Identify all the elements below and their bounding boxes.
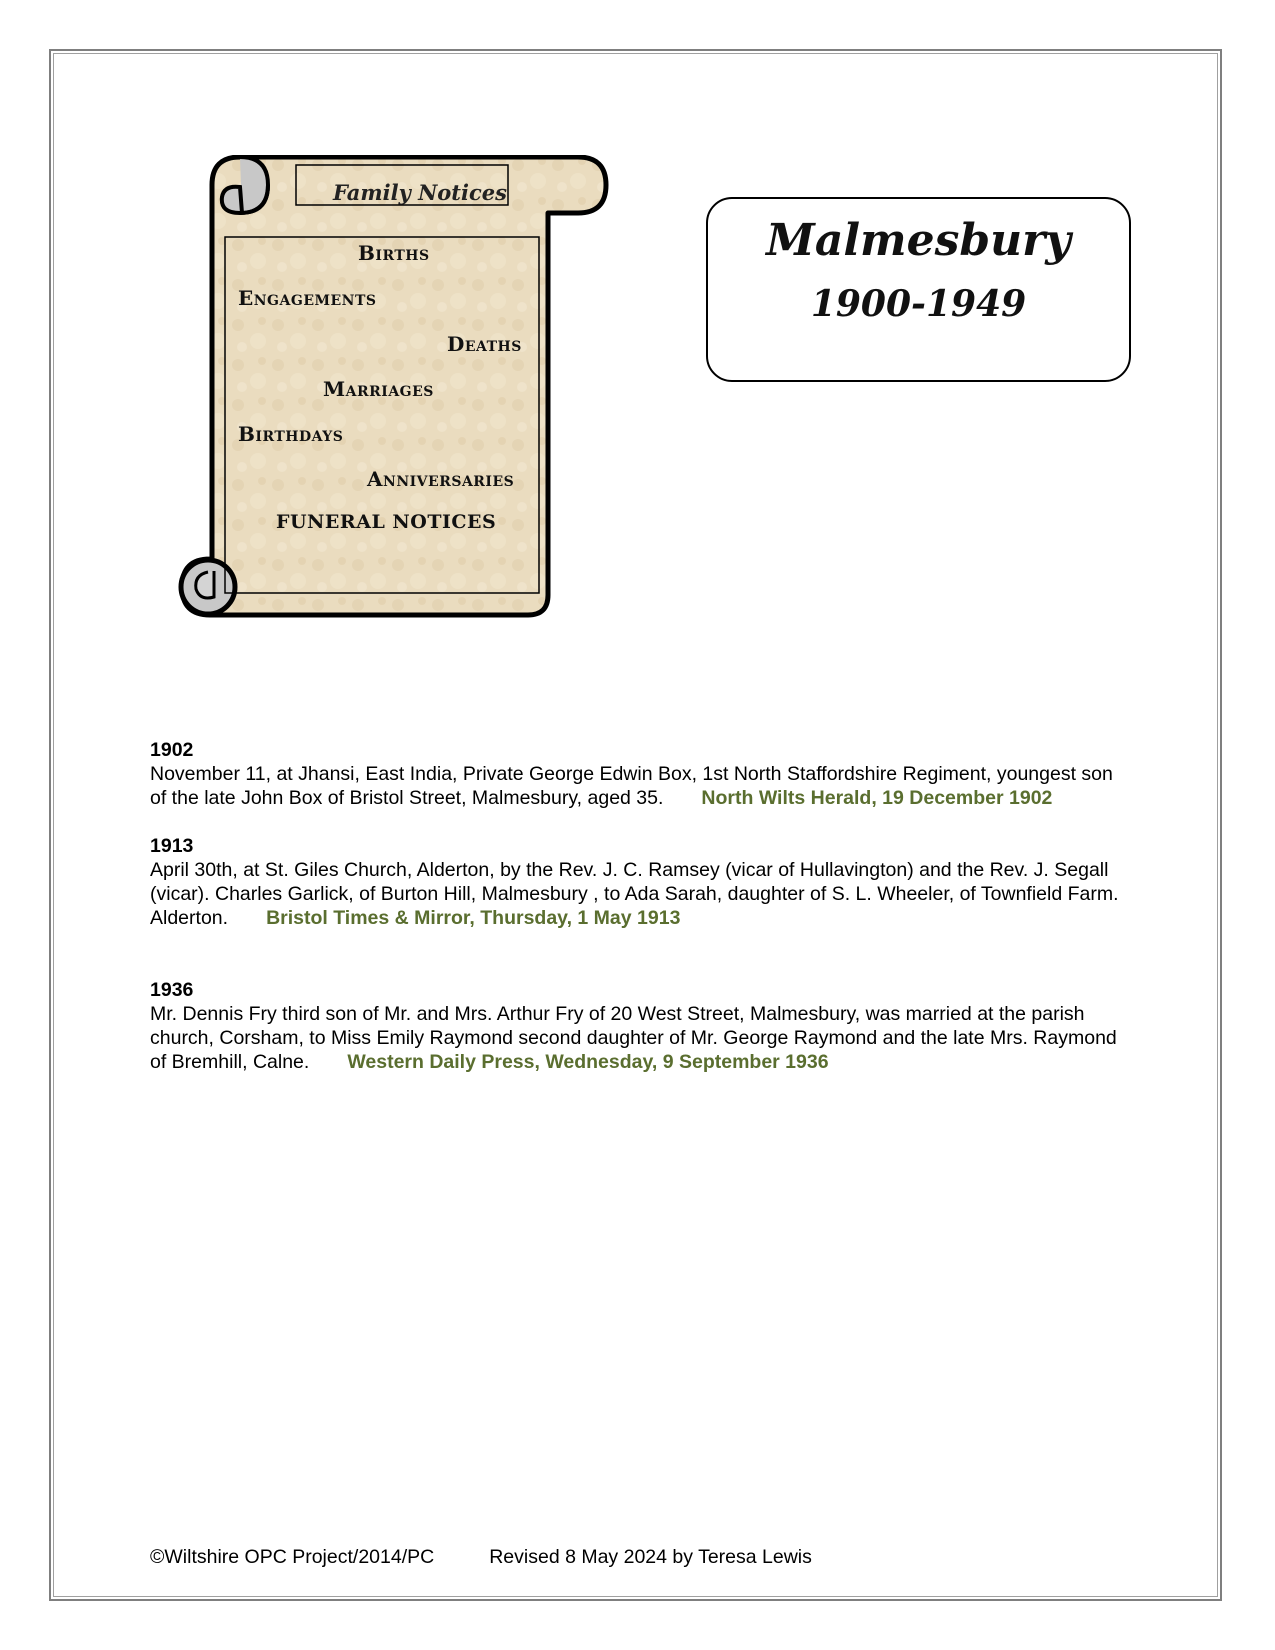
- scroll-item-engagements: Engagements: [238, 286, 377, 310]
- scroll-item-anniversaries: Anniversaries: [367, 467, 515, 491]
- entry-source: Bristol Times & Mirror, Thursday, 1 May 1913: [266, 907, 681, 929]
- entry-source: Western Daily Press, Wednesday, 9 September 1936: [347, 1051, 829, 1073]
- scroll-item-funeral-notices: FUNERAL NOTICES: [276, 511, 497, 533]
- notice-entry: [150, 738, 1130, 810]
- notice-entries: [150, 738, 1130, 1074]
- title-place: Malmesbury: [766, 215, 1071, 266]
- family-notices-scroll: [150, 155, 640, 655]
- scroll-graphic: [150, 155, 640, 655]
- scroll-item-births: Births: [358, 241, 430, 265]
- entry-year: 1902: [150, 739, 194, 761]
- entry-text: November 11, at Jhansi, East India, Private George Edwin Box, 1st North Staffordshire Regiment, youngest son of the late John Box of Bristol Street, Malmesbury, aged 35.: [150, 763, 1113, 809]
- scroll-item-birthdays: Birthdays: [238, 422, 344, 446]
- title-box: [706, 197, 1131, 382]
- page-footer: [150, 1546, 812, 1569]
- entry-source: North Wilts Herald, 19 December 1902: [701, 787, 1053, 809]
- scroll-item-marriages: Marriages: [323, 377, 434, 401]
- notice-entry: [150, 834, 1130, 930]
- footer-copyright: ©Wiltshire OPC Project/2014/PC: [150, 1546, 435, 1568]
- scroll-item-deaths: Deaths: [447, 332, 522, 356]
- entry-year: 1913: [150, 835, 194, 857]
- title-years: 1900-1949: [810, 283, 1027, 325]
- footer-revised: Revised 8 May 2024 by Teresa Lewis: [489, 1546, 812, 1568]
- scroll-title: Family Notices: [333, 179, 507, 205]
- entry-text: Mr. Dennis Fry third son of Mr. and Mrs. Arthur Fry of 20 West Street, Malmesbury, was married at the parish church, Corsham, to Miss Emily Raymond second daughter of Mr. George Raymond and the late Mrs. Raymond of Bremhill, Calne.: [150, 1003, 1117, 1073]
- entry-text: April 30th, at St. Giles Church, Alderton, by the Rev. J. C. Ramsey (vicar of Hullavington) and the Rev. J. Segall (vicar). Charles Garlick, of Burton Hill, Malmesbury , to Ada Sarah, daughter of S. L. Wheeler, of Townfield Farm. Alderton.: [150, 859, 1119, 929]
- entry-year: 1936: [150, 979, 194, 1001]
- notice-entry: [150, 978, 1130, 1074]
